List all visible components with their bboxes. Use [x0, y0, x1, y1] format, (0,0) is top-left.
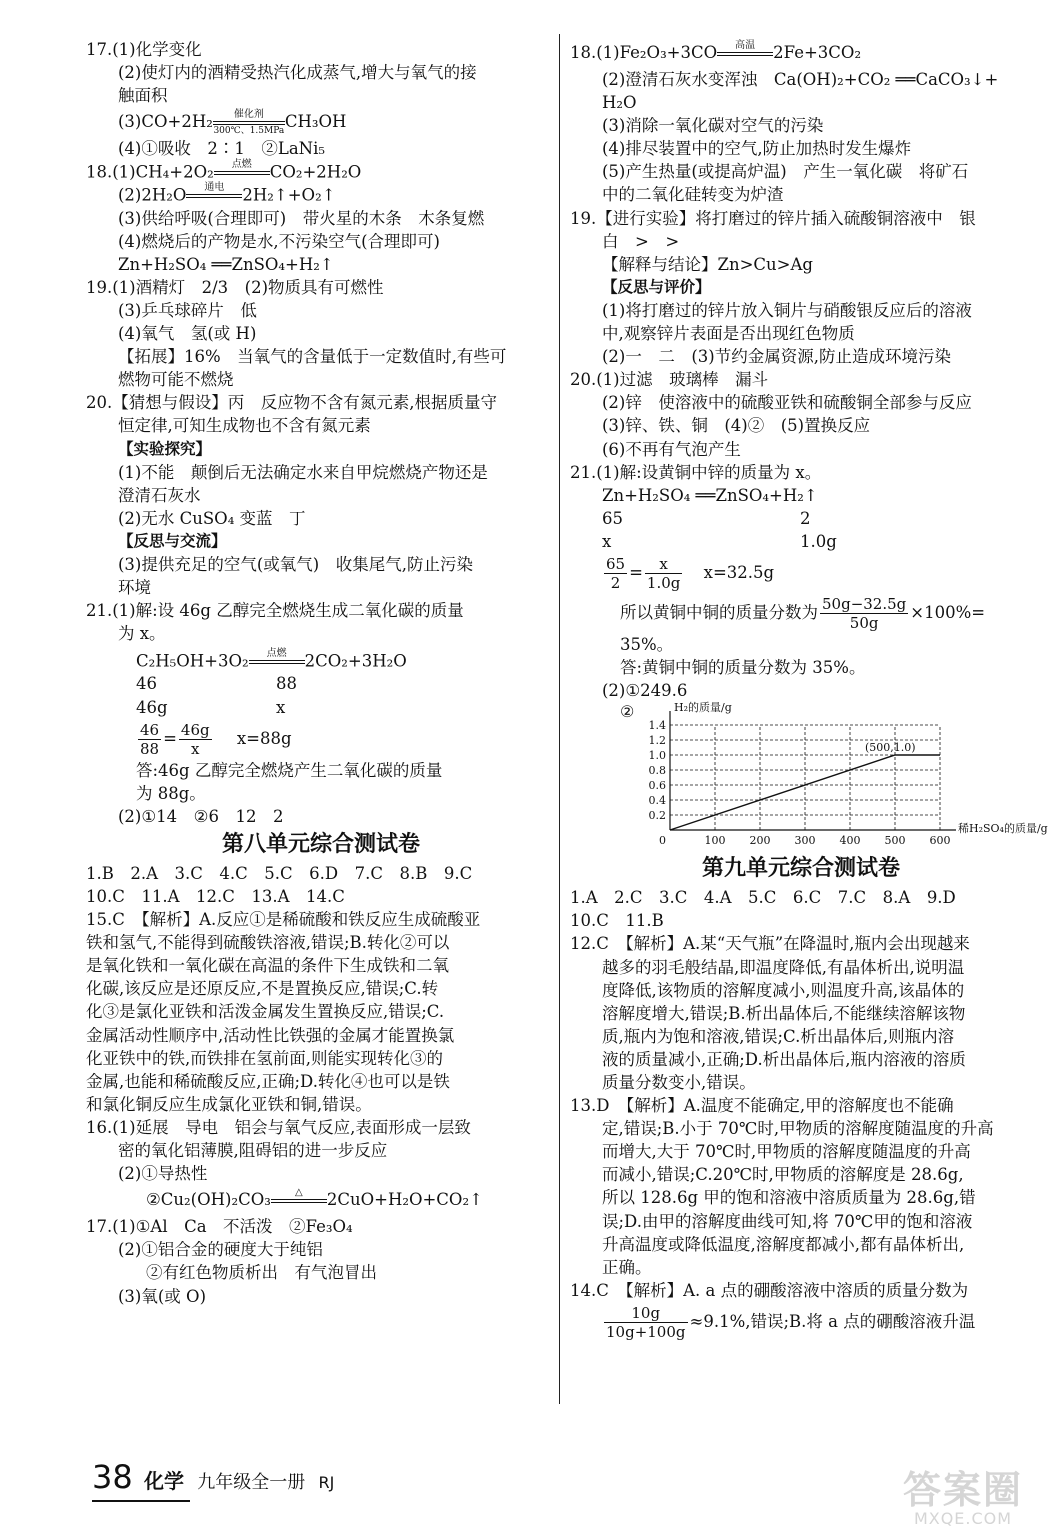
x-tick-label: 600: [929, 834, 951, 848]
x-tick-label: 300: [794, 834, 816, 848]
u9-q12: 质,瓶内为饱和溶液,错误;C.析出晶体后,则瓶内溶: [602, 1026, 955, 1046]
chart-svg: [610, 701, 1048, 852]
r-q21-equation: Zn+H₂SO₄ ══ZnSO₄+H₂↑: [602, 485, 818, 505]
r-q21-line: 35%。: [620, 634, 674, 654]
u9-answers: 1.A 2.C 3.C 4.A 5.C 6.C 7.C 8.A 9.D: [570, 888, 956, 908]
r-q20-line: (3)锌、铁、铜 (4)② (5)置换反应: [602, 416, 871, 436]
q19-line: 19.(1)酒精灯 2/3 (2)物质具有可燃性: [86, 277, 384, 297]
q21-ratio-row: 46g x: [136, 697, 286, 717]
r-q19-line: (2)一 二 (3)节约金属资源,防止造成环境污染: [602, 347, 951, 367]
u9-q13: 误;D.由甲的溶解度曲线可知,将 70℃甲的饱和溶液: [602, 1211, 973, 1231]
r-q21-percent: 所以黄铜中铜的质量分数为 $\frac{50g-32.5g}{50g}$ ×100%=: [620, 594, 986, 632]
q20-line: 20.【猜想与假设】丙 反应物不含有氮元素,根据质量守: [86, 393, 497, 413]
r-q18-line: (4)排尽装置中的空气,防止加热时发生爆炸: [602, 139, 912, 159]
r-q20-line: 20.(1)过滤 玻璃棒 漏斗: [570, 370, 769, 390]
column-divider: [559, 34, 560, 1404]
r-q18-line: 中的二氧化硅转变为炉渣: [602, 185, 784, 205]
r-q19-heading: 【反思与评价】: [602, 277, 711, 296]
q20-line: (1)不能 颠倒后无法确定水来自甲烷燃烧产物还是: [118, 462, 488, 482]
u8-q16-equation: ②Cu₂(OH)₂CO₃ △ 2CuO+H₂O+CO₂↑: [146, 1186, 483, 1210]
r-q18-line: (5)产生热量(或提高炉温) 产生一氧化碳 将矿石: [602, 162, 969, 182]
edition-label: RJ: [318, 1473, 335, 1492]
r-q21-line: 21.(1)解:设黄铜中锌的质量为 x。: [570, 462, 822, 482]
u8-q15: 15.C 【解析】A.反应①是稀硫酸和铁反应生成硫酸亚: [86, 910, 481, 930]
u8-q15: 金属活动性顺序中,活动性比铁强的金属才能置换氯: [86, 1025, 455, 1045]
q17-line: 触面积: [118, 86, 168, 106]
q21-equation: C₂H₅OH+3O₂ 点燃 2CO₂+3H₂O: [136, 648, 407, 671]
q19-line: 【拓展】16% 当氧气的含量低于一定数值时,有些可: [118, 347, 507, 367]
u9-q13: 升高温度或降低温度,溶解度都减小,都有晶体析出,: [602, 1234, 965, 1254]
u9-q13: 所以 128.6g 甲的饱和溶液中溶质质量为 28.6g,错: [602, 1188, 976, 1208]
u9-q12: 越多的羽毛般结晶,即温度降低,有晶体析出,说明温: [602, 957, 965, 977]
q20-line: (3)提供充足的空气(或氧气) 收集尾气,防止污染: [118, 554, 473, 574]
u8-q15: 化亚铁中的铁,而铁排在氢前面,则能实现转化③的: [86, 1048, 443, 1068]
q21-line: 为 88g。: [136, 783, 206, 803]
u8-q17: (2)①铝合金的硬度大于纯铝: [118, 1240, 323, 1260]
u9-q14: 14.C 【解析】A. a 点的硼酸溶液中溶质的质量分数为: [570, 1280, 969, 1300]
grade-label: 九年级全一册: [197, 1472, 306, 1493]
q21-line: 为 x。: [118, 624, 166, 644]
u9-q12: 液的质量减小,正确;D.析出晶体后,瓶内溶液的溶质: [602, 1049, 966, 1069]
r-q19-line: 中,观察锌片表面是否出现红色物质: [602, 324, 855, 344]
q18-line: (3)供给呼吸(合理即可) 带火星的木条 木条复燃: [118, 208, 485, 228]
q17-equation: (3)CO+2H₂ 催化剂 300℃、1.5MPa CH₃OH: [118, 108, 347, 136]
x-tick-label: 200: [749, 834, 771, 848]
r-q21-ratio-row: x 1.0g: [602, 531, 837, 551]
u9-q12: 质量分数变小,错误。: [602, 1073, 756, 1092]
r-q19-line: (1)将打磨过的锌片放入铜片与硝酸银反应后的溶液: [602, 300, 972, 320]
u8-q16: 16.(1)延展 导电 铝会与氧气反应,表面形成一层致: [86, 1117, 471, 1137]
q17-line: (2)使灯内的酒精受热汽化成蒸气,增大与氧气的接: [118, 63, 477, 83]
page-number: 38: [92, 1458, 133, 1496]
u9-answers: 10.C 11.B: [570, 911, 664, 931]
u9-q13: 正确。: [602, 1257, 652, 1277]
y-tick-label: 1.2: [648, 734, 666, 748]
u9-q12: 度降低,该物质的溶解度减小,则温度升高,该晶体的: [602, 980, 965, 1000]
unit9-title: 第九单元综合测试卷: [701, 856, 900, 882]
r-q18-line: H₂O: [602, 93, 637, 113]
q20-line: 环境: [118, 578, 151, 598]
q19-line: (4)氧气 氢(或 H): [118, 324, 257, 344]
q20-heading: 【实验探究】: [118, 439, 212, 458]
u9-q12: 溶解度增大,错误;B.析出晶体后,不能继续溶解该物: [602, 1003, 966, 1023]
q21-line: 21.(1)解:设 46g 乙醇完全燃烧生成二氧化碳的质量: [86, 601, 464, 621]
y-tick-label: 0.4: [648, 794, 666, 808]
q20-line: 恒定律,可知生成物也不含有氮元素: [118, 416, 371, 436]
q21-line: (2)①14 ②6 12 2: [118, 806, 284, 826]
q21-proportion: $\frac{46}{88}$ = $\frac{46g}{x}$ x=88g: [140, 720, 292, 758]
u8-q17: ②有红色物质析出 有气泡冒出: [146, 1263, 377, 1283]
q18-line: Zn+H₂SO₄ ══ZnSO₄+H₂↑: [118, 254, 334, 274]
left-column: [86, 38, 556, 1308]
r-q18-equation: 18.(1)Fe₂O₃+3CO 高温 2Fe+3CO₂: [570, 39, 862, 62]
watermark-logo: 答案圈 MXQE.COM: [902, 1468, 1023, 1528]
u8-answers: 10.C 11.A 12.C 13.A 14.C: [86, 887, 345, 906]
r-q21-ratio-row: 65 2: [602, 508, 811, 528]
u8-q15: 和氯化铜反应生成氯化亚铁和铜,错误。: [86, 1094, 372, 1114]
footer-rule: [92, 1500, 190, 1502]
y-tick-label: 1.4: [648, 719, 666, 733]
u9-q13: 而减小,错误;C.20℃时,甲物质的溶解度是 28.6g,: [602, 1165, 964, 1185]
x-axis-label: 稀H₂SO₄的质量/g: [958, 822, 1048, 836]
u8-q17: (3)氧(或 O): [118, 1286, 207, 1306]
y-tick-label: 1.0: [648, 749, 666, 763]
r-q18-line: (3)消除一氧化碳对空气的污染: [602, 116, 824, 136]
q21-line: 答:46g 乙醇完全燃烧产生二氧化碳的质量: [136, 760, 443, 780]
q18-equation: (2)2H₂O 通电 2H₂↑+O₂↑: [118, 182, 336, 205]
r-q21-proportion: $\frac{65}{2}$ = $\frac{x}{1.0g}$ x=32.5g: [606, 554, 775, 592]
u8-q15: 是氧化铁和一氧化碳在高温的条件下生成铁和二氧: [86, 956, 449, 976]
u8-q16: (2)①导热性: [118, 1164, 208, 1184]
y-axis-label: H₂的质量/g: [674, 701, 732, 715]
u9-q13: 13.D 【解析】A.温度不能确定,甲的溶解度也不能确: [570, 1096, 954, 1116]
right-column: [570, 38, 1048, 1342]
x-tick-label: 400: [839, 834, 861, 848]
u8-q16: 密的氧化铝薄膜,阻碍铝的进一步反应: [118, 1141, 388, 1161]
q20-heading: 【反思与交流】: [118, 531, 227, 550]
y-tick-label: 0.6: [648, 779, 666, 793]
q17-line: (4)①吸收 2∶1 ②LaNi₅: [118, 139, 325, 159]
q17-line: 17.(1)化学变化: [86, 40, 202, 59]
page-footer: [92, 1458, 334, 1496]
u8-q15: 化③是氯化亚铁和活泼金属发生置换反应,错误;C.: [86, 1002, 445, 1022]
u9-q13: 定,错误;B.小于 70℃时,甲物质的溶解度随温度的升高: [602, 1119, 994, 1139]
q20-line: 澄清石灰水: [118, 485, 201, 505]
y-tick-label: 0.8: [648, 764, 666, 778]
point-annotation: (500,1.0): [865, 741, 916, 755]
r-q19-line: 【解释与结论】Zn>Cu>Ag: [602, 254, 813, 274]
y-tick-label: 0.2: [648, 809, 666, 823]
subject-label: 化学: [143, 1469, 184, 1493]
x-tick-label: 500: [884, 834, 906, 848]
r-q20-line: (2)锌 使溶液中的硫酸亚铁和硫酸铜全部参与反应: [602, 393, 972, 413]
q18-equation: 18.(1)CH₄+2O₂ 点燃 CO₂+2H₂O: [86, 159, 362, 182]
q18-line: (4)燃烧后的产物是水,不污染空气(合理即可): [118, 231, 440, 251]
r-q19-line: 19.【进行实验】将打磨过的锌片插入硫酸铜溶液中 银: [570, 208, 976, 228]
r-q20-line: (6)不再有气泡产生: [602, 439, 741, 459]
r-q21-line: (2)①249.6: [602, 681, 688, 701]
u8-q17: 17.(1)①Al Ca 不活泼 ②Fe₃O₄: [86, 1217, 353, 1237]
x-tick-label: 100: [704, 834, 726, 848]
u8-answers: 1.B 2.A 3.C 4.C 5.C 6.D 7.C 8.B 9.C: [86, 863, 473, 883]
r-q19-line: 白 > >: [602, 231, 680, 251]
u8-q15: 铁和氢气,不能得到硫酸铁溶液,错误;B.转化②可以: [86, 933, 450, 953]
u8-q15: 化碳,该反应是还原反应,不是置换反应,错误;C.转: [86, 979, 439, 999]
r-q18-line: (2)澄清石灰水变浑浊 Ca(OH)₂+CO₂ ══CaCO₃↓+: [602, 70, 999, 89]
u9-q12: 12.C 【解析】A.某“天气瓶”在降温时,瓶内会出现越来: [570, 934, 970, 954]
q19-line: (3)乒乓球碎片 低: [118, 300, 257, 320]
origin-label: 0: [659, 834, 666, 848]
h2-mass-graph: ② 0.2 0.4 0.6 0.8 1.0 1.2 1.4 100 200 300 400 500 600 0 H₂的质量/g 稀H₂SO₄的质量/g (500,1.0): [610, 702, 1032, 852]
r-q21-line: 答:黄铜中铜的质量分数为 35%。: [620, 658, 866, 678]
unit8-title: 第八单元综合测试卷: [221, 831, 420, 857]
u9-q14-fraction: $\frac{10g}{10g+100g}$ ≈9.1%,错误;B.将 a 点的硼酸溶液升温: [606, 1303, 976, 1341]
u9-q13: 而增大,大于 70℃时,甲物质的溶解度随温度的升高: [602, 1142, 971, 1162]
q21-ratio-row: 46 88: [136, 674, 297, 694]
q19-line: 燃物可能不燃烧: [118, 370, 234, 390]
u8-q15: 金属,也能和稀硫酸反应,正确;D.转化④也可以是铁: [86, 1071, 450, 1091]
q20-line: (2)无水 CuSO₄ 变蓝 丁: [118, 508, 306, 528]
